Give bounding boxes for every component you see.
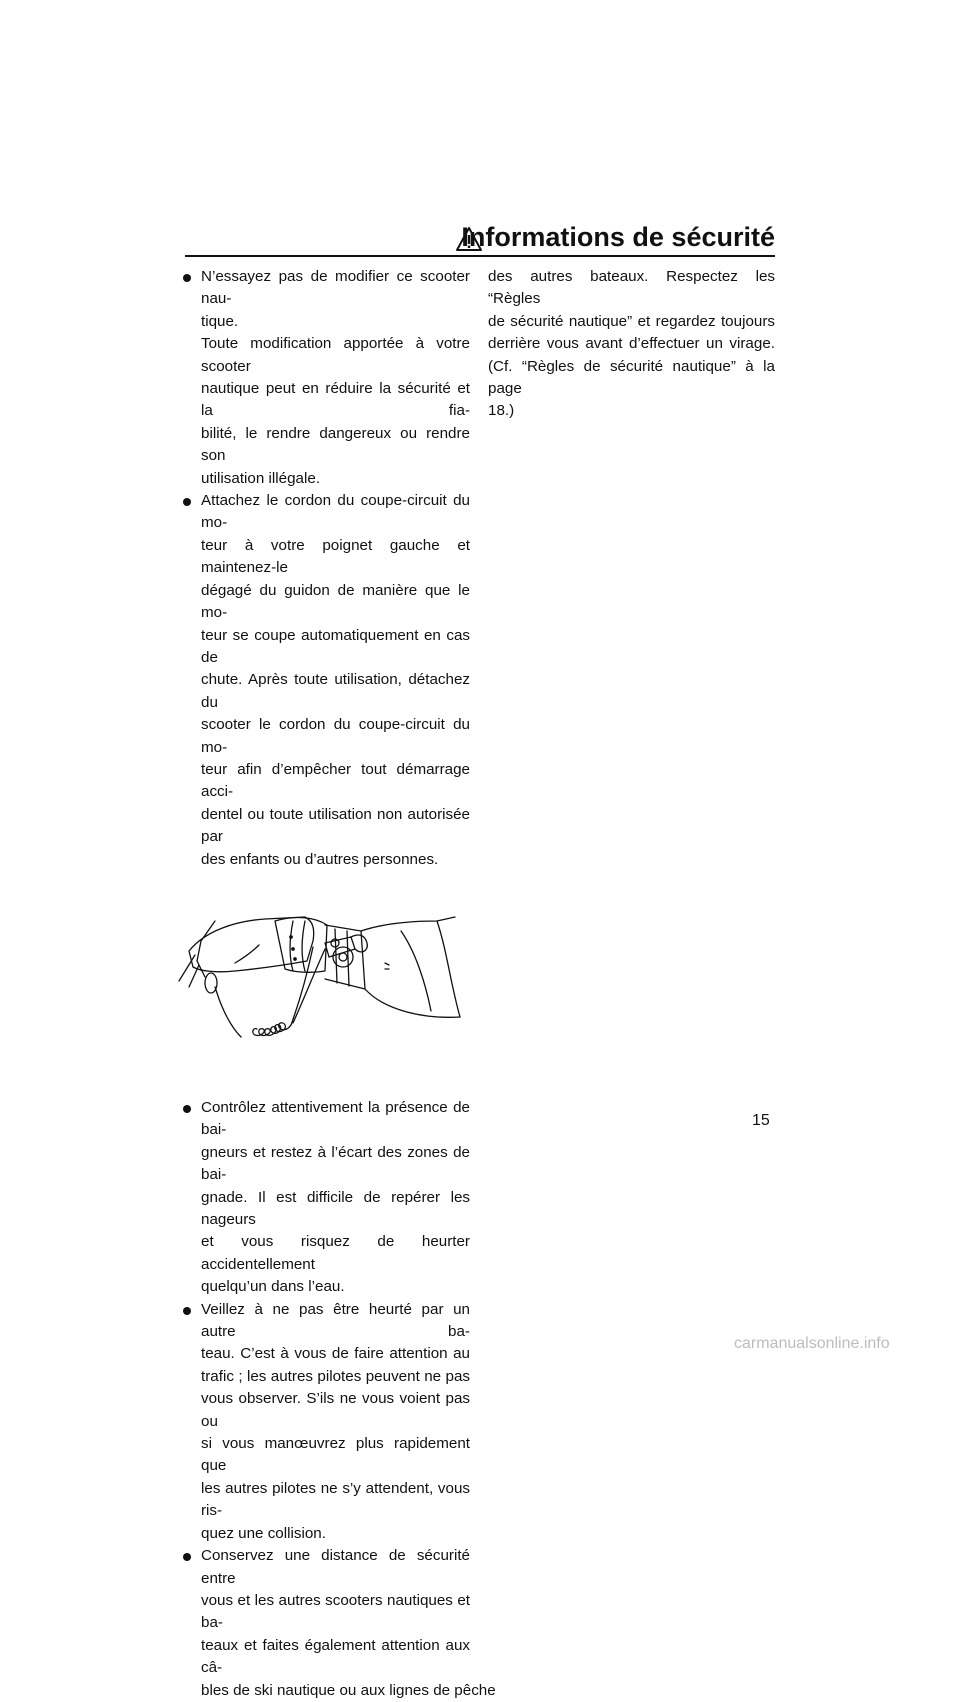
text-line: dentel ou toute utilisation non autorisée par <box>201 805 470 846</box>
text-line: Attachez le cordon du coupe-circuit du mo- <box>201 492 470 532</box>
text-line: N’essayez pas de modifier ce scooter nau- <box>201 268 470 308</box>
text-line: Toute modification apportée à votre scooter <box>201 335 470 375</box>
text-line: Contrôlez attentivement la présence de bai- <box>201 1098 470 1139</box>
text-line: teau. C’est à vous de faire attention au <box>201 1345 470 1363</box>
page-title: Informations de sécurité <box>461 222 775 252</box>
bullet-icon <box>183 1307 191 1315</box>
text-line: tique. <box>201 312 239 330</box>
text-line: derrière vous avant d’effectuer un virage. <box>488 335 775 353</box>
bullet-item <box>183 1097 470 1299</box>
text-line: Conservez une distance de sécurité entre <box>201 1547 470 1587</box>
lanyard-illustration <box>175 891 470 1071</box>
text-line: dégagé du guidon de manière que le mo- <box>201 581 470 622</box>
text-line: nautique peut en réduire la sécurité et la fia- <box>201 380 470 420</box>
text-line: (Cf. “Règles de sécurité nautique” à la page <box>488 357 775 398</box>
text-line: 18.) <box>488 402 515 420</box>
bullet-item <box>183 1299 470 1545</box>
text-line: chute. Après toute utilisation, détachez du <box>201 671 470 711</box>
bullet-item <box>183 490 470 871</box>
bullet-icon <box>183 1553 191 1561</box>
left-column <box>183 266 496 1702</box>
text-line: des enfants ou d’autres personnes. <box>201 850 439 868</box>
page-number: 15 <box>752 1112 770 1129</box>
watermark: carmanualsonline.info <box>734 1335 890 1352</box>
bullet-icon <box>183 498 191 506</box>
bullet-list-bottom <box>183 1097 496 1702</box>
text-line: teur afin d’empêcher tout démarrage acci- <box>201 760 470 801</box>
text-line: les autres pilotes ne s’y attendent, vous ris- <box>201 1479 470 1520</box>
header-rule <box>185 255 775 257</box>
text-line: utilisation illégale. <box>201 469 321 487</box>
text-line: vous observer. S’ils ne vous voient pas ou <box>201 1390 470 1430</box>
text-line: vous et les autres scooters nautiques et ba- <box>201 1591 470 1632</box>
text-line: teur à votre poignet gauche et maintenez-le <box>201 536 470 577</box>
bullet-item <box>183 1545 496 1702</box>
text-line: si vous manœuvrez plus rapidement que <box>201 1435 470 1475</box>
text-line: et vous risquez de heurter accidentellement <box>201 1233 470 1273</box>
text-line: des autres bateaux. Respectez les “Règles <box>488 268 775 308</box>
text-line: de sécurité nautique” et regardez toujours <box>488 312 775 330</box>
bullet-list-top <box>183 266 470 871</box>
text-line: trafic ; les autres pilotes peuvent ne pas <box>201 1367 470 1385</box>
text-line: scooter le cordon du coupe-circuit du mo- <box>201 716 470 756</box>
bullet-icon <box>183 1105 191 1113</box>
illustration-wrist-lanyard <box>175 891 470 1071</box>
text-line: teaux et faites également attention aux câ- <box>201 1636 470 1677</box>
right-paragraph <box>488 266 775 423</box>
text-line: Veillez à ne pas être heurté par un autre ba- <box>201 1300 470 1341</box>
text-line: bilité, le rendre dangereux ou rendre son <box>201 424 470 465</box>
text-line: quez une collision. <box>201 1524 326 1542</box>
text-line: gneurs et restez à l’écart des zones de bai- <box>201 1143 470 1184</box>
right-column <box>488 266 775 423</box>
text-line: teur se coupe automatiquement en cas de <box>201 626 470 666</box>
text-line: gnade. Il est difficile de repérer les nageurs <box>201 1188 470 1228</box>
bullet-item <box>183 266 470 490</box>
page-header <box>185 222 775 256</box>
text-line: quelqu’un dans l’eau. <box>201 1278 345 1296</box>
bullet-icon <box>183 274 191 282</box>
text-line: bles de ski nautique ou aux lignes de pêche <box>201 1681 496 1699</box>
